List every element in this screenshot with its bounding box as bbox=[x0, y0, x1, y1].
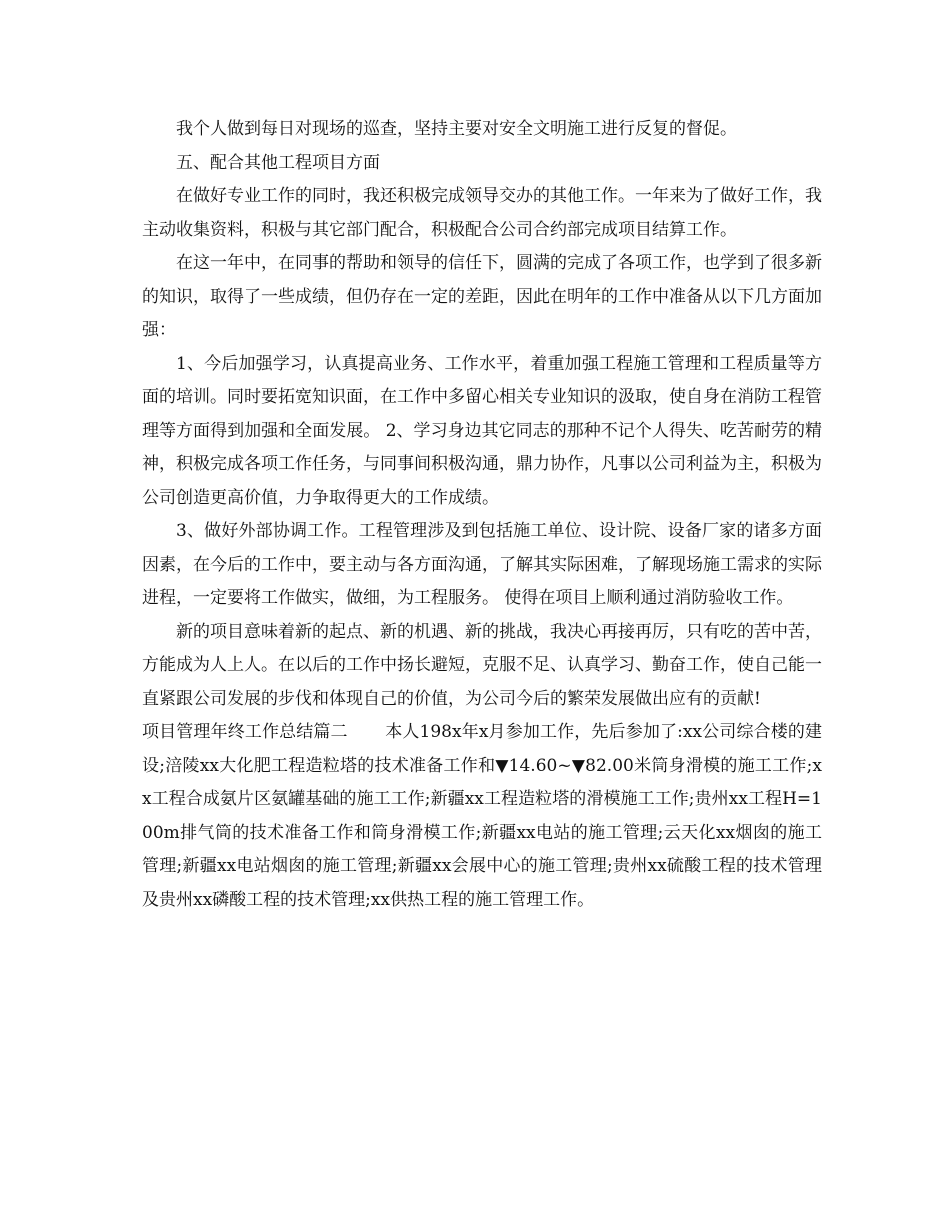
section-title: 项目管理年终工作总结篇二 bbox=[142, 722, 348, 742]
section-text: 本人198x年x月参加工作，先后参加了:xx公司综合楼的建设;涪陵xx大化肥工程造粒塔的技术准备工作和▼14.60~▼82.00米筒身滑模的施工工作;xx工程合成氨片区氨罐基础的施工工作;新疆xx工程造粒塔的滑模施工工作;贵州xx工程H=100m排气筒的技术准备工作和筒身滑模工作;新疆xx电站的施工管理;云天化xx烟囱的施工管理;新疆xx电站烟囱的施工管理;新疆xx会展中心的施工管理;贵州xx硫酸工程的技术管理及贵州xx磷酸工程的技术管理;xx供热工程的施工管理工作。 bbox=[142, 722, 823, 910]
paragraph-closing: 新的项目意味着新的起点、新的机遇、新的挑战，我决心再接再厉，只有吃的苦中苦，方能成为人上人。在以后的工作中扬长避短，克服不足、认真学习、勤奋工作，使自己能一直紧跟公司发展的步伐和体现自己的价值，为公司今后的繁荣发展做出应有的贡献! bbox=[142, 621, 822, 709]
paragraph-improvement-1-2: 1、今后加强学习，认真提高业务、工作水平，着重加强工程施工管理和工程质量等方面的培训。同时要拓宽知识面，在工作中多留心相关专业知识的汲取，使自身在消防工程管理等方面得到加强和全面发展。 2、学习身边其它同志的那种不记个人得失、吃苦耐劳的精神，积极完成各项工作任务，与同事间积极沟通，鼎力协作，凡事以公司利益为主，积极为公司创造更高价值，力争取得更大的工作成绩。 bbox=[142, 353, 822, 508]
section-heading-five: 五、配合其他工程项目方面 bbox=[176, 152, 380, 173]
paragraph-year-summary: 在这一年中，在同事的帮助和领导的信任下，圆满的完成了各项工作，也学到了很多新的知识，取得了一些成绩，但仍存在一定的差距，因此在明年的工作中准备从以下几方面加强： bbox=[142, 253, 822, 340]
paragraph-inspection: 我个人做到每日对现场的巡查，坚持主要对安全文明施工进行反复的督促。 bbox=[176, 119, 737, 139]
paragraph-other-work: 在做好专业工作的同时，我还积极完成领导交办的其他工作。一年来为了做好工作，我主动收集资料，积极与其它部门配合，积极配合公司合约部完成项目结算工作。 bbox=[142, 186, 822, 240]
paragraph-part-two bbox=[142, 716, 822, 917]
document-body bbox=[142, 113, 822, 917]
paragraph-improvement-3: 3、做好外部协调工作。工程管理涉及到包括施工单位、设计院、设备厂家的诸多方面因素，在今后的工作中，要主动与各方面沟通，了解其实际困难，了解现场施工需求的实际进程，一定要将工作做实，做细，为工程服务。 使得在项目上顺利通过消防验收工作。 bbox=[142, 521, 822, 608]
